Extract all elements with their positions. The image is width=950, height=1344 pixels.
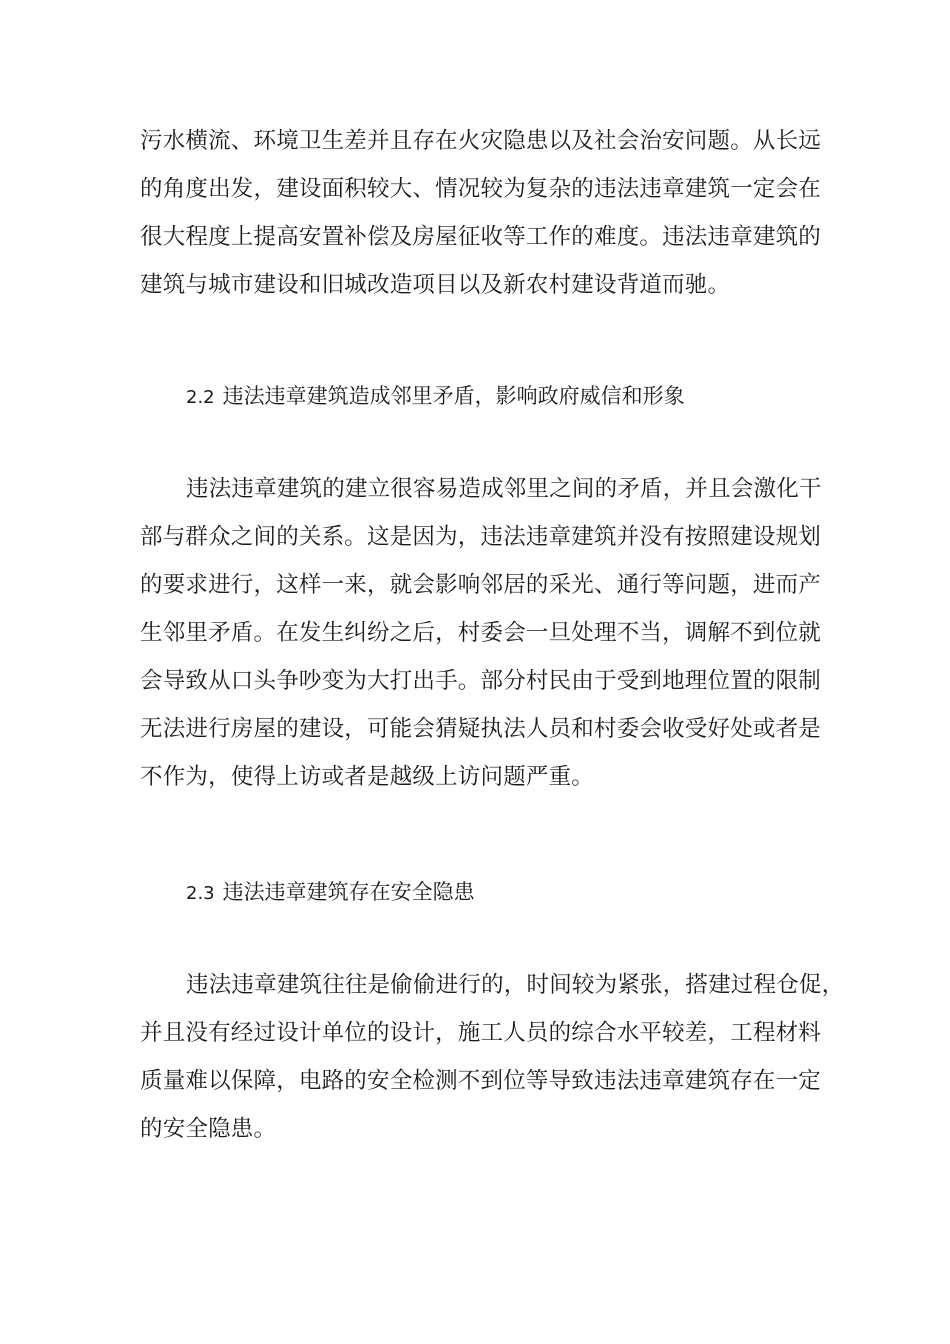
paragraph-line: 的角度出发，建设面积较大、情况较为复杂的违法违章建筑一定会在 [140, 176, 822, 202]
paragraph-line: 的安全隐患。 [140, 1116, 277, 1142]
section-heading-2-3 [186, 877, 475, 909]
paragraph-line: 污水横流、环境卫生差并且存在火灾隐患以及社会治安问题。从长远 [140, 128, 822, 154]
paragraph-line: 无法进行房屋的建设，可能会猜疑执法人员和村委会收受好处或者是 [140, 716, 822, 742]
section-heading-2-2 [186, 381, 685, 413]
paragraph-line: 违法违章建筑往往是偷偷进行的，时间较为紧张，搭建过程仓促， [186, 972, 845, 998]
section-number: 2.3 [186, 883, 215, 904]
paragraph-line: 很大程度上提高安置补偿及房屋征收等工作的难度。违法违章建筑的 [140, 224, 822, 250]
paragraph-line: 质量难以保障，电路的安全检测不到位等导致违法违章建筑存在一定 [140, 1068, 822, 1094]
paragraph-line: 并且没有经过设计单位的设计，施工人员的综合水平较差，工程材料 [140, 1020, 822, 1046]
paragraph-line: 部与群众之间的关系。这是因为，违法违章建筑并没有按照建设规划 [140, 524, 822, 550]
paragraph-line: 不作为，使得上访或者是越级上访问题严重。 [140, 764, 595, 790]
section-number: 2.2 [186, 387, 215, 408]
paragraph-line: 生邻里矛盾。在发生纠纷之后，村委会一旦处理不当，调解不到位就 [140, 620, 822, 646]
section-title: 违法违章建筑存在安全隐患 [222, 880, 475, 904]
paragraph-line: 会导致从口头争吵变为大打出手。部分村民由于受到地理位置的限制 [140, 668, 822, 694]
section-title: 违法违章建筑造成邻里矛盾，影响政府威信和形象 [222, 384, 685, 408]
paragraph-line: 违法违章建筑的建立很容易造成邻里之间的矛盾，并且会激化干 [186, 476, 822, 502]
paragraph-line: 的要求进行，这样一来，就会影响邻居的采光、通行等问题，进而产 [140, 572, 822, 598]
paragraph-line: 建筑与城市建设和旧城改造项目以及新农村建设背道而驰。 [140, 272, 731, 298]
